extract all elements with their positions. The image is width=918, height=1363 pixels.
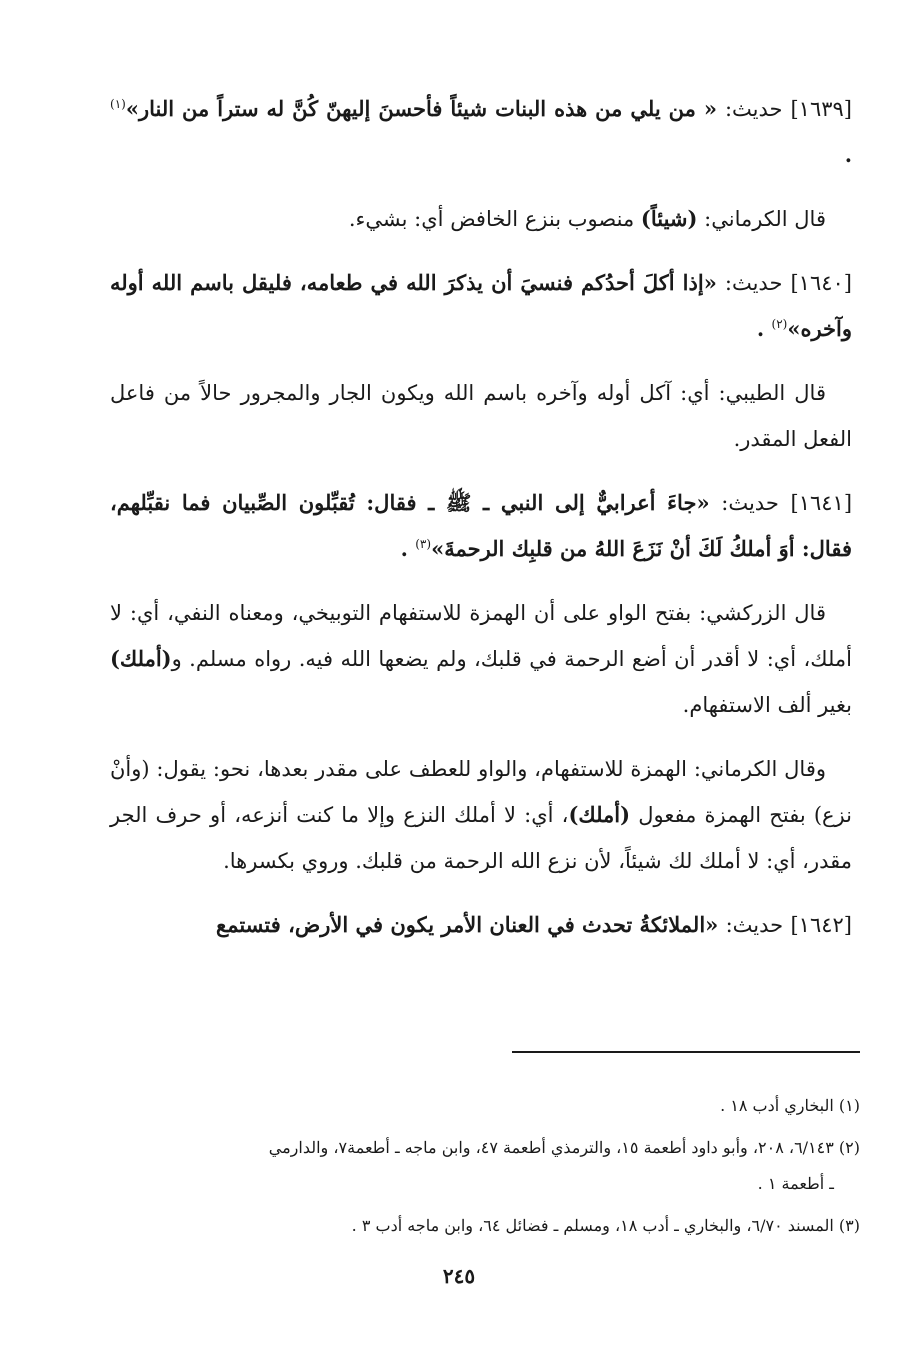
hadith-number: [١٦٤٠] <box>790 271 852 295</box>
footnote-text: (٣) المسند ٦/٧٠، والبخاري ـ أدب ١٨، ومسلم ـ فضائل ٦٤، وابن ماجه أدب ٣ . <box>351 1216 860 1235</box>
commentary-tibi <box>110 370 852 462</box>
commentary-text: قال الزركشي: بفتح الواو على أن الهمزة للاستفهام التوبيخي، ومعناه النفي، أي: لا أملك، أي: لا أقدر أن أضع الرحمة في قلبك، ولم يضعها الله فيه. رواه مسلم. و <box>110 601 852 671</box>
commentary-zarkashi <box>110 590 852 728</box>
footnote-3 <box>118 1208 860 1244</box>
footnote-continuation: ـ أطعمة ١ . <box>757 1174 834 1193</box>
sentence-end: . <box>756 316 765 341</box>
commentary-text-end: ، أي: لا أملك النزع وإلا ما كنت أنزعه، أو حرف الجر مقدر، أي: لا أملك لك شيئاً، لأن نزع الله الرحمة من قلبك. وروي بكسرها. <box>110 803 852 873</box>
hadith-text: « من يلي من هذه البنات شيئاً فأحسنَ إليهنّ كُنَّ له ستراً من النار» <box>125 96 717 121</box>
hadith-1639 <box>110 86 852 178</box>
hadith-text: «إذا أكلَ أحدُكم فنسيَ أن يذكرَ الله في طعامه، فليقل باسم الله أوله وآخره» <box>110 270 852 341</box>
quoted-word: (أملك) <box>110 646 172 671</box>
commentary-text: قال الطيبي: أي: آكل أوله وآخره باسم الله ويكون الجار والمجرور حالاً من فاعل الفعل المقدر. <box>110 381 852 451</box>
hadith-1642 <box>110 902 852 948</box>
footnotes <box>118 1088 860 1250</box>
commentary-text: منصوب بنزع الخافض أي: بشيء. <box>348 207 635 231</box>
footnote-2 <box>118 1130 860 1202</box>
footnote-text: (١) البخاري أدب ١٨ . <box>720 1096 860 1115</box>
commentary-lead: قال الكرماني: <box>704 207 826 231</box>
page-number: ٢٤٥ <box>442 1264 476 1288</box>
hadith-number: [١٦٤١] <box>790 491 853 515</box>
sentence-end: . <box>400 536 408 561</box>
footnote-1 <box>118 1088 860 1124</box>
hadith-number: [١٦٤٢] <box>790 913 852 937</box>
footnote-divider <box>512 1051 860 1053</box>
footnote-ref: (٢) <box>771 317 788 331</box>
hadith-number: [١٦٣٩] <box>790 97 852 121</box>
hadith-text: «جاءَ أعرابيٌّ إلى النبي ـ ﷺ ـ فقال: تُقبِّلون الصِّبيان فما نقبِّلهم، فقال: أوَ أملكُ لَكَ أنْ نَزَعَ اللهُ من قلبِك الرحمةَ» <box>110 490 852 561</box>
hadith-1640 <box>110 260 852 352</box>
commentary-karmani-2 <box>110 746 852 884</box>
quoted-word: (أملك) <box>568 802 631 827</box>
hadith-text: «الملائكةُ تحدث في العنان الأمر يكون في الأرض، فتستمع <box>216 912 719 937</box>
footnote-text: (٢) ٦/١٤٣، ٢٠٨، وأبو داود أطعمة ١٥، والترمذي أطعمة ٤٧، وابن ماجه ـ أطعمة٧، والدارمي <box>268 1138 860 1157</box>
hadith-1641 <box>110 480 852 572</box>
quoted-word: (شيئاً) <box>640 206 698 231</box>
commentary-text-end: بغير ألف الاستفهام. <box>682 693 852 717</box>
hadith-keyword: حديث: <box>725 913 784 937</box>
commentary-text: وقال الكرماني: الهمزة للاستفهام، والواو للعطف على مقدر بعدها، نحو: يقول: (وأنْ نزع) بفتح الهمزة مفعول <box>110 757 852 827</box>
hadith-keyword: حديث: <box>721 491 779 515</box>
page-body <box>110 86 852 966</box>
sentence-end: . <box>844 142 852 167</box>
footnote-ref: (٣) <box>415 537 432 551</box>
footnote-ref: (١) <box>110 97 126 111</box>
commentary-karmani-1 <box>110 196 852 242</box>
hadith-keyword: حديث: <box>724 97 783 121</box>
hadith-keyword: حديث: <box>724 271 783 295</box>
